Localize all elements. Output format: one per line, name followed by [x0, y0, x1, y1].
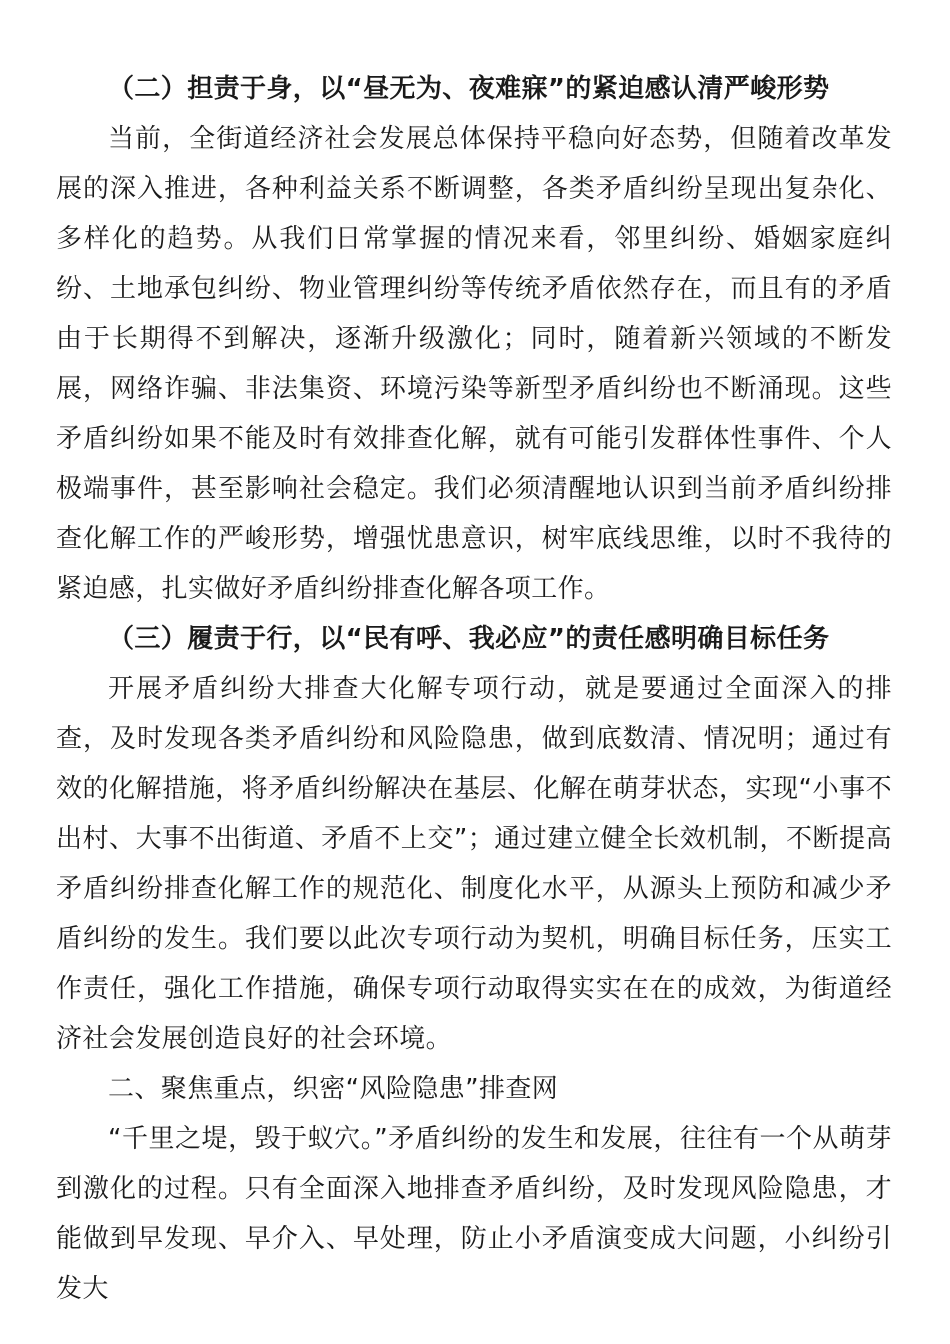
body-paragraph-focus: “千里之堤，毁于蚁穴。”矛盾纠纷的发生和发展，往往有一个从萌芽到激化的过程。只有全面深入地排查矛盾纠纷，及时发现风险隐患，才能做到早发现、早介入、早处理，防止小矛盾演变成大问题，小纠纷引发大 — [56, 1124, 892, 1304]
body-paragraph-situation: 当前，全街道经济社会发展总体保持平稳向好态势，但随着改革发展的深入推进，各种利益关系不断调整，各类矛盾纠纷呈现出复杂化、多样化的趋势。从我们日常掌握的情况来看，邻里纠纷、婚姻家庭纠纷、土地承包纠纷、物业管理纠纷等传统矛盾依然存在，而且有的矛盾由于长期得不到解决，逐渐升级激化；同时，随着新兴领域的不断发展，网络诈骗、非法集资、环境污染等新型矛盾纠纷也不断涌现。这些矛盾纠纷如果不能及时有效排查化解，就有可能引发群体性事件、个人极端事件，甚至影响社会稳定。我们必须清醒地认识到当前矛盾纠纷排查化解工作的严峻形势，增强忧患意识，树牢底线思维，以时不我待的紧迫感，扎实做好矛盾纠纷排查化解各项工作。 — [56, 124, 892, 604]
document-page — [56, 64, 892, 1314]
body-paragraph-tasks: 开展矛盾纠纷大排查大化解专项行动，就是要通过全面深入的排查，及时发现各类矛盾纠纷和风险隐患，做到底数清、情况明；通过有效的化解措施，将矛盾纠纷解决在基层、化解在萌芽状态，实现“小事不出村、大事不出街道、矛盾不上交”；通过建立健全长效机制，不断提高矛盾纠纷排查化解工作的规范化、制度化水平，从源头上预防和减少矛盾纠纷的发生。我们要以此次专项行动为契机，明确目标任务，压实工作责任，强化工作措施，确保专项行动取得实实在在的成效，为街道经济社会发展创造良好的社会环境。 — [56, 674, 892, 1054]
section-heading-3: （三）履责于行，以“民有呼、我必应”的责任感明确目标任务 — [108, 624, 830, 654]
section-heading-2: （二）担责于身，以“昼无为、夜难寐”的紧迫感认清严峻形势 — [108, 74, 830, 104]
chapter-heading-2: 二、聚焦重点，织密“风险隐患”排查网 — [108, 1074, 559, 1104]
